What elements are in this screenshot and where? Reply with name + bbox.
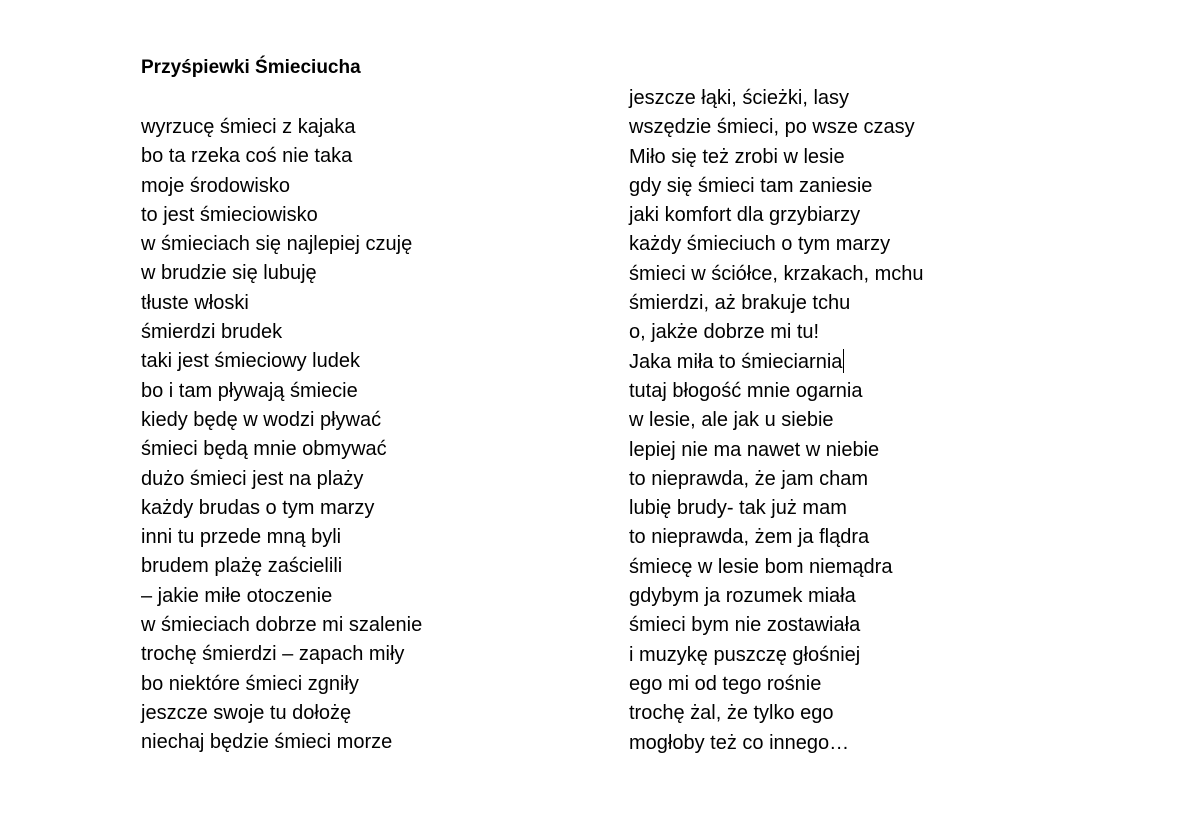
poem-line xyxy=(629,641,924,670)
poem-line-text: moje środowisko xyxy=(141,174,290,197)
poem-line xyxy=(141,406,422,435)
poem-line xyxy=(141,142,422,171)
poem-line-text: w śmieciach się najlepiej czuję xyxy=(141,233,413,256)
poem-line-text: trochę żal, że tylko ego xyxy=(629,702,834,725)
poem-line-text: śmieci w ściółce, krzakach, mchu xyxy=(629,262,924,285)
poem-line-text: i muzykę puszczę głośniej xyxy=(629,643,861,666)
poem-line xyxy=(141,318,422,347)
poem-line-text: taki jest śmieciowy ludek xyxy=(141,350,360,373)
poem-line xyxy=(629,230,924,259)
poem-line xyxy=(629,143,924,172)
poem-line-text: niechaj będzie śmieci morze xyxy=(141,731,393,754)
poem-line-text: tłuste włoski xyxy=(141,291,249,314)
poem-line-text: jaki komfort dla grzybiarzy xyxy=(629,204,861,227)
poem-line xyxy=(629,582,924,611)
poem-line xyxy=(629,494,924,523)
poem-line xyxy=(629,260,924,289)
poem-line xyxy=(629,436,924,465)
poem-line xyxy=(141,172,422,201)
poem-line xyxy=(141,699,422,728)
poem-line xyxy=(629,553,924,582)
poem-line-text: w lesie, ale jak u siebie xyxy=(629,409,834,432)
poem-line xyxy=(141,289,422,318)
poem-line xyxy=(141,230,422,259)
poem-line xyxy=(629,670,924,699)
poem-left-column xyxy=(141,113,422,758)
poem-line xyxy=(141,640,422,669)
poem-line-text: wyrzucę śmieci z kajaka xyxy=(141,116,356,138)
text-cursor xyxy=(843,349,844,373)
poem-line-text: to jest śmieciowisko xyxy=(141,203,318,226)
poem-line-text: w śmieciach dobrze mi szalenie xyxy=(141,614,423,637)
poem-line-text: Miło się też zrobi w lesie xyxy=(629,145,845,168)
poem-right-column xyxy=(629,84,924,758)
poem-line-text: jeszcze łąki, ścieżki, lasy xyxy=(629,87,850,109)
poem-line xyxy=(629,729,924,758)
poem-line-text: brudem plażę zaścielili xyxy=(141,555,343,578)
poem-line-text: śmierdzi, aż brakuje tchu xyxy=(629,292,851,315)
poem-line-text: mogłoby też co innego… xyxy=(629,731,850,754)
poem-line-text: lepiej nie ma nawet w niebie xyxy=(629,438,880,461)
poem-line-text: bo ta rzeka coś nie taka xyxy=(141,145,353,168)
poem-line-text: tutaj błogość mnie ogarnia xyxy=(629,379,863,402)
poem-line-text: trochę śmierdzi – zapach miły xyxy=(141,643,405,666)
poem-line xyxy=(629,406,924,435)
poem-line-text: lubię brudy- tak już mam xyxy=(629,497,847,520)
poem-line-text: każdy brudas o tym marzy xyxy=(141,496,375,519)
poem-line-text: gdy się śmieci tam zaniesie xyxy=(629,174,873,197)
poem-line xyxy=(141,670,422,699)
poem-line xyxy=(141,465,422,494)
poem-line xyxy=(141,728,422,757)
poem-line xyxy=(629,611,924,640)
poem-line xyxy=(141,201,422,230)
poem-line xyxy=(629,289,924,318)
poem-line xyxy=(141,523,422,552)
poem-line xyxy=(141,494,422,523)
poem-line-text: bo niektóre śmieci zgniły xyxy=(141,672,359,695)
poem-line xyxy=(629,318,924,347)
poem-line xyxy=(141,552,422,581)
poem-line-text: kiedy będę w wodzi pływać xyxy=(141,408,382,431)
poem-line xyxy=(141,611,422,640)
poem-line-text: dużo śmieci jest na plaży xyxy=(141,467,364,490)
poem-line xyxy=(141,377,422,406)
poem-line-text: inni tu przede mną byli xyxy=(141,526,342,549)
poem-line xyxy=(141,113,422,142)
poem-line-text: wszędzie śmieci, po wsze czasy xyxy=(629,116,915,139)
poem-line-text: w brudzie się lubuję xyxy=(141,262,317,285)
poem-line xyxy=(629,348,924,377)
poem-line-text: to nieprawda, że jam cham xyxy=(629,467,869,490)
poem-line-text: to nieprawda, żem ja flądra xyxy=(629,526,870,549)
poem-line xyxy=(629,172,924,201)
poem-title: Przyśpiewki Śmieciucha xyxy=(141,57,361,78)
poem-line xyxy=(141,259,422,288)
poem-line-text: śmiecę w lesie bom niemądra xyxy=(629,555,893,578)
poem-line-text: Jaka miła to śmieciarnia xyxy=(629,350,843,373)
poem-line xyxy=(629,465,924,494)
poem-line xyxy=(629,377,924,406)
poem-line xyxy=(141,582,422,611)
poem-line xyxy=(141,347,422,376)
poem-line xyxy=(629,523,924,552)
poem-line xyxy=(629,113,924,142)
poem-line-text: – jakie miłe otoczenie xyxy=(141,584,333,607)
poem-line-text: śmieci bym nie zostawiała xyxy=(629,614,861,637)
poem-line-text: śmierdzi brudek xyxy=(141,321,283,344)
poem-line-text: bo i tam pływają śmiecie xyxy=(141,379,358,402)
poem-line-text: ego mi od tego rośnie xyxy=(629,672,822,695)
poem-line xyxy=(629,84,924,113)
poem-line xyxy=(141,435,422,464)
poem-line xyxy=(629,699,924,728)
poem-line-text: gdybym ja rozumek miała xyxy=(629,585,856,608)
poem-line-text: jeszcze swoje tu dołożę xyxy=(141,701,352,724)
poem-line-text: śmieci będą mnie obmywać xyxy=(141,438,387,461)
poem-line-text: o, jakże dobrze mi tu! xyxy=(629,321,820,344)
poem-line-text: każdy śmieciuch o tym marzy xyxy=(629,233,891,256)
poem-line xyxy=(629,201,924,230)
